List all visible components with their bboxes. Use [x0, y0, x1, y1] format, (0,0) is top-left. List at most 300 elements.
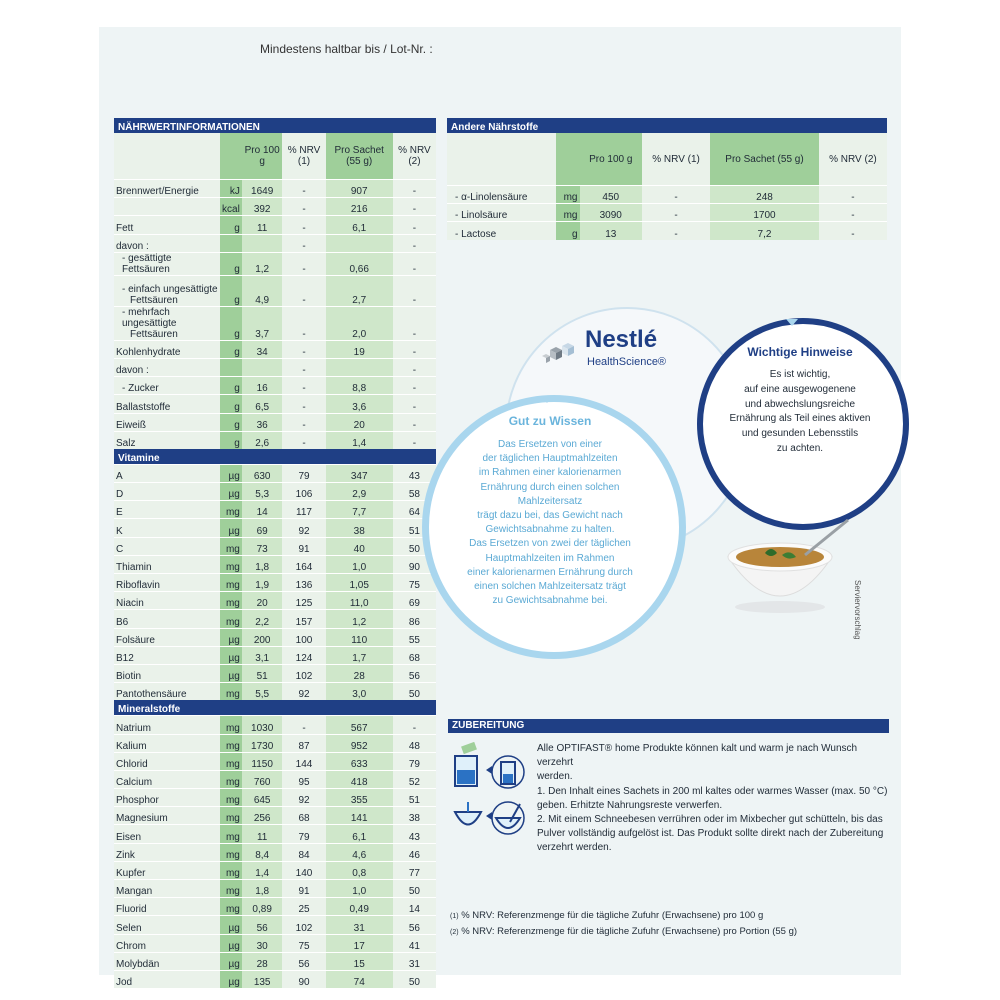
row-label — [114, 574, 220, 592]
row-label-text: davon : — [116, 365, 149, 377]
row-nrv-2: - — [819, 204, 887, 222]
row-nrv-1: - — [282, 431, 325, 449]
row-label — [114, 431, 220, 449]
row-unit: g — [220, 252, 242, 275]
row-pro-100 — [242, 234, 283, 252]
row-label-text: D — [116, 489, 124, 501]
row-pro-100: 760 — [242, 770, 283, 788]
row-nrv-1: 144 — [282, 752, 325, 770]
row-nrv-2: 46 — [393, 843, 436, 861]
table-row — [114, 807, 436, 825]
row-label — [114, 340, 220, 358]
row-label-text: Zink — [116, 849, 135, 861]
hinweise-title: Wichtige Hinweise — [747, 345, 853, 359]
row-nrv-2: 48 — [393, 734, 436, 752]
row-nrv-2: - — [393, 377, 436, 395]
row-label — [114, 555, 220, 573]
row-nrv-2: - — [393, 431, 436, 449]
text-line: verzehrt werden. — [537, 842, 612, 854]
row-label — [114, 770, 220, 788]
row-pro-sachet: 0,49 — [326, 898, 393, 916]
row-nrv-2: - — [393, 358, 436, 376]
row-nrv-1: - — [282, 306, 325, 340]
row-nrv-1: - — [282, 275, 325, 306]
row-unit: mg — [220, 898, 242, 916]
text-line: trägt dazu bei, das Gewicht nach — [477, 510, 623, 522]
row-label-text: Thiamin — [116, 562, 152, 573]
row-unit: µg — [220, 519, 242, 537]
row-label-text: - einfach ungesättigte — [122, 283, 218, 295]
row-pro-100: 1,4 — [242, 861, 283, 879]
row-pro-sachet: 2,7 — [326, 275, 393, 306]
row-label — [114, 198, 220, 216]
section-title: Mineralstoffe — [114, 700, 436, 716]
row-nrv-2: 51 — [393, 789, 436, 807]
row-pro-100: 1,9 — [242, 574, 283, 592]
row-unit: µg — [220, 664, 242, 682]
row-label-text: Selen — [116, 922, 142, 934]
row-label — [114, 843, 220, 861]
row-nrv-2: - — [393, 340, 436, 358]
row-label — [114, 180, 220, 198]
row-label — [114, 952, 220, 970]
row-nrv-2: - — [393, 395, 436, 413]
row-nrv-1: - — [282, 252, 325, 275]
row-nrv-2: 43 — [393, 464, 436, 482]
row-nrv-1: - — [282, 180, 325, 198]
row-pro-sachet: 0,8 — [326, 861, 393, 879]
column-header-row — [447, 133, 887, 186]
table-row — [114, 501, 436, 519]
table-row — [114, 646, 436, 664]
row-pro-100: 2,6 — [242, 431, 283, 449]
row-label — [114, 377, 220, 395]
row-label-text: Natrium — [116, 722, 152, 734]
row-pro-sachet: 355 — [326, 789, 393, 807]
row-unit: µg — [220, 934, 242, 952]
row-label-text: - Lactose — [455, 228, 497, 240]
row-label — [114, 537, 220, 555]
row-pro-sachet: 2,0 — [326, 306, 393, 340]
row-nrv-2: 64 — [393, 501, 436, 519]
table-row — [114, 664, 436, 682]
row-label — [447, 186, 556, 204]
column-header-row — [114, 133, 436, 180]
text-line: Pulver vollständig aufgelöst ist. Das Produkt sollte direkt nach der Zubereitung — [537, 828, 884, 840]
row-unit: g — [220, 395, 242, 413]
row-nrv-2: - — [393, 306, 436, 340]
row-pro-sachet: 28 — [326, 664, 393, 682]
row-pro-100: 28 — [242, 952, 283, 970]
row-unit: µg — [220, 628, 242, 646]
row-nrv-2: 56 — [393, 916, 436, 934]
row-label — [114, 683, 220, 701]
row-pro-100: 69 — [242, 519, 283, 537]
row-nrv-1: 79 — [282, 464, 325, 482]
row-label — [114, 898, 220, 916]
text-line: Ernährung als Teil eines aktiven — [729, 413, 871, 425]
row-pro-100: 8,4 — [242, 843, 283, 861]
row-label — [114, 252, 220, 275]
section-title: Vitamine — [114, 449, 436, 465]
row-nrv-2: 50 — [393, 537, 436, 555]
row-label-text: Kohlenhydrate — [116, 346, 181, 358]
row-pro-100 — [242, 358, 283, 376]
row-unit: µg — [220, 464, 242, 482]
row-nrv-1: - — [282, 340, 325, 358]
row-unit: g — [220, 377, 242, 395]
text-line: einen solchen Mahlzeitersatz trägt — [474, 581, 626, 593]
table-row — [447, 204, 887, 222]
row-pro-100: 5,5 — [242, 683, 283, 701]
table-row — [114, 431, 436, 449]
row-label — [114, 306, 220, 340]
table-row — [114, 734, 436, 752]
table-row — [114, 752, 436, 770]
row-nrv-1: 56 — [282, 952, 325, 970]
row-nrv-1: 140 — [282, 861, 325, 879]
other-nutrients-table — [447, 118, 887, 240]
text-line: Gewichtsabnahme zu halten. — [485, 524, 615, 536]
table-row — [447, 222, 887, 240]
chevron-down-icon — [786, 319, 798, 326]
text-line: Ernährung durch einen solchen Mahlzeitersatz — [480, 481, 620, 507]
row-label — [114, 464, 220, 482]
row-nrv-1: - — [642, 204, 710, 222]
row-pro-sachet: 0,66 — [326, 252, 393, 275]
row-nrv-2: - — [393, 198, 436, 216]
row-label-text: K — [116, 525, 123, 537]
row-pro-sachet: 418 — [326, 770, 393, 788]
row-label-text: C — [116, 543, 124, 555]
row-nrv-2: 69 — [393, 592, 436, 610]
text-line: auf eine ausgewogenene — [744, 383, 856, 395]
row-label-text: A — [116, 471, 123, 483]
hinweise-text — [708, 368, 892, 457]
nutrition-table — [114, 118, 436, 988]
row-pro-100: 1,8 — [242, 880, 283, 898]
row-pro-sachet: 1700 — [710, 204, 819, 222]
row-pro-sachet: 31 — [326, 916, 393, 934]
row-pro-sachet: 3,0 — [326, 683, 393, 701]
row-label — [114, 501, 220, 519]
table-row — [114, 683, 436, 701]
zubereitung-header: ZUBEREITUNG — [448, 719, 889, 733]
row-unit: mg — [220, 843, 242, 861]
row-nrv-1: 25 — [282, 898, 325, 916]
row-nrv-1: 92 — [282, 789, 325, 807]
row-nrv-2: 14 — [393, 898, 436, 916]
row-nrv-2: 75 — [393, 574, 436, 592]
table-row — [114, 519, 436, 537]
row-nrv-1: 92 — [282, 519, 325, 537]
row-label-text: Eisen — [116, 831, 142, 843]
row-pro-100: 2,2 — [242, 610, 283, 628]
row-pro-sachet: 15 — [326, 952, 393, 970]
preparation-steps-icon — [450, 742, 532, 852]
row-label-text: E — [116, 507, 123, 519]
row-label — [114, 628, 220, 646]
row-label — [447, 204, 556, 222]
header-pro-100: Pro 100 g — [242, 133, 283, 180]
row-unit: mg — [220, 789, 242, 807]
row-nrv-2: 50 — [393, 683, 436, 701]
row-pro-sachet: 7,2 — [710, 222, 819, 240]
header-pro-sachet: Pro Sachet (55 g) — [710, 133, 819, 186]
row-pro-sachet: 6,1 — [326, 216, 393, 234]
row-label — [114, 592, 220, 610]
header-pro-100: Pro 100 g — [580, 133, 643, 186]
row-nrv-1: - — [282, 216, 325, 234]
row-nrv-1: - — [282, 358, 325, 376]
row-nrv-2: 38 — [393, 807, 436, 825]
table-row — [114, 252, 436, 275]
row-nrv-1: 79 — [282, 825, 325, 843]
row-unit: µg — [220, 952, 242, 970]
row-pro-100: 14 — [242, 501, 283, 519]
row-label — [114, 807, 220, 825]
row-nrv-1: 92 — [282, 683, 325, 701]
table-row — [114, 413, 436, 431]
row-nrv-1: - — [282, 234, 325, 252]
row-pro-100: 1649 — [242, 180, 283, 198]
table-row — [114, 537, 436, 555]
row-label — [114, 358, 220, 376]
text-line: im Rahmen einer kalorienarmen — [478, 467, 622, 479]
row-nrv-1: - — [642, 222, 710, 240]
row-nrv-2: 52 — [393, 770, 436, 788]
row-nrv-1: 68 — [282, 807, 325, 825]
row-nrv-1: 157 — [282, 610, 325, 628]
row-nrv-1: 91 — [282, 880, 325, 898]
row-pro-100: 645 — [242, 789, 283, 807]
row-nrv-2: 31 — [393, 952, 436, 970]
row-pro-100: 3,7 — [242, 306, 283, 340]
text-line: Das Ersetzen von einer — [498, 439, 602, 450]
text-line: 2. Mit einem Schneebesen verrühren oder im Mixbecher gut schütteln, bis das — [537, 814, 883, 826]
row-nrv-2: 90 — [393, 555, 436, 573]
table-row — [114, 916, 436, 934]
text-line: zu achten. — [776, 442, 824, 454]
table-row — [114, 574, 436, 592]
footnote-1: (1) % NRV: Referenzmenge für die tägliche Zufuhr (Erwachsene) pro 100 g — [450, 910, 764, 921]
row-label — [114, 934, 220, 952]
row-pro-sachet: 1,7 — [326, 646, 393, 664]
table-row — [114, 880, 436, 898]
row-pro-sachet: 907 — [326, 180, 393, 198]
chevron-down-icon — [541, 396, 553, 403]
row-pro-sachet: 141 — [326, 807, 393, 825]
table-row — [114, 628, 436, 646]
row-pro-sachet: 17 — [326, 934, 393, 952]
table-row — [114, 861, 436, 879]
header-nrv-2: % NRV (2) — [393, 133, 436, 180]
row-nrv-2: 86 — [393, 610, 436, 628]
row-label-text-2: Fettsäuren — [130, 328, 178, 340]
row-unit: mg — [220, 574, 242, 592]
table-row — [114, 789, 436, 807]
row-pro-100: 1150 — [242, 752, 283, 770]
row-label-text: Niacin — [116, 598, 144, 610]
table-row — [114, 395, 436, 413]
row-label — [114, 395, 220, 413]
table-row — [114, 275, 436, 306]
row-unit: µg — [220, 970, 242, 988]
row-nrv-2: 50 — [393, 880, 436, 898]
header-blank — [447, 133, 556, 186]
row-pro-100: 6,5 — [242, 395, 283, 413]
row-pro-sachet: 4,6 — [326, 843, 393, 861]
text-line: Das Ersetzen von zwei der täglichen — [469, 538, 631, 550]
row-unit: mg — [220, 752, 242, 770]
row-nrv-2: - — [393, 716, 436, 734]
row-label — [114, 716, 220, 734]
row-nrv-1: 84 — [282, 843, 325, 861]
table-row — [114, 934, 436, 952]
row-label — [114, 861, 220, 879]
header-pro-sachet: Pro Sachet (55 g) — [326, 133, 393, 180]
row-label-text: - gesättigte Fettsäuren — [122, 252, 172, 275]
row-unit: mg — [220, 592, 242, 610]
row-label-text: Riboflavin — [116, 580, 160, 592]
row-pro-100: 36 — [242, 413, 283, 431]
text-line: geben. Erhitzte Nahrungsreste verwerfen. — [537, 799, 723, 811]
row-label — [114, 752, 220, 770]
row-pro-sachet: 40 — [326, 537, 393, 555]
table-row — [114, 234, 436, 252]
row-pro-sachet: 216 — [326, 198, 393, 216]
row-pro-100: 1,2 — [242, 252, 283, 275]
row-nrv-1: 90 — [282, 970, 325, 988]
row-label-text: - α-Linolensäure — [455, 192, 528, 204]
row-nrv-1: 87 — [282, 734, 325, 752]
row-pro-sachet: 633 — [326, 752, 393, 770]
row-nrv-2: - — [393, 413, 436, 431]
row-label-text: Pantothensäure — [116, 689, 187, 701]
row-unit: g — [220, 275, 242, 306]
gut-zu-wissen-text — [452, 438, 648, 608]
row-label-text: Magnesium — [116, 813, 168, 825]
row-unit — [220, 234, 242, 252]
other-nutrients-section-header — [447, 118, 887, 133]
row-pro-100: 1030 — [242, 716, 283, 734]
row-pro-100: 13 — [580, 222, 643, 240]
row-label-text: Kalium — [116, 740, 147, 752]
row-pro-sachet: 3,6 — [326, 395, 393, 413]
row-nrv-2: 79 — [393, 752, 436, 770]
header-unit — [556, 133, 580, 186]
row-pro-100: 73 — [242, 537, 283, 555]
row-label-text: Eiweiß — [116, 419, 147, 431]
row-label-text: Fluorid — [116, 904, 147, 916]
row-label-text: Ballaststoffe — [116, 401, 171, 413]
row-nrv-1: 102 — [282, 664, 325, 682]
vitamins-section-header — [114, 449, 436, 465]
row-label — [114, 789, 220, 807]
row-unit: g — [220, 340, 242, 358]
row-label — [114, 880, 220, 898]
row-unit: mg — [556, 204, 580, 222]
row-pro-sachet: 19 — [326, 340, 393, 358]
row-nrv-1: 91 — [282, 537, 325, 555]
row-label-text: Molybdän — [116, 958, 160, 970]
row-nrv-1: 75 — [282, 934, 325, 952]
row-label-text: - mehrfach ungesättigte — [122, 306, 177, 329]
table-row — [114, 825, 436, 843]
header-blank — [114, 133, 220, 180]
table-row — [114, 464, 436, 482]
row-pro-100: 392 — [242, 198, 283, 216]
brand-sub: HealthScience® — [587, 356, 667, 368]
row-nrv-1: - — [282, 198, 325, 216]
header-nrv-1: % NRV (1) — [282, 133, 325, 180]
row-pro-100: 11 — [242, 216, 283, 234]
row-nrv-1: 125 — [282, 592, 325, 610]
row-pro-sachet: 20 — [326, 413, 393, 431]
row-nrv-2: - — [393, 180, 436, 198]
section-title: NÄHRWERTINFORMATIONEN — [114, 118, 436, 133]
row-unit: g — [220, 216, 242, 234]
brand-name: Nestlé — [585, 326, 658, 353]
table-row — [114, 970, 436, 988]
row-nrv-1: 106 — [282, 483, 325, 501]
row-label — [114, 610, 220, 628]
row-pro-sachet: 1,4 — [326, 431, 393, 449]
table-row — [114, 952, 436, 970]
row-label — [114, 825, 220, 843]
row-pro-sachet — [326, 358, 393, 376]
row-label-text: Brennwert/Energie — [116, 186, 199, 198]
row-pro-100: 5,3 — [242, 483, 283, 501]
row-pro-100: 56 — [242, 916, 283, 934]
row-nrv-2: 56 — [393, 664, 436, 682]
lot-label: Mindestens haltbar bis / Lot-Nr. : — [260, 42, 433, 56]
row-pro-sachet: 1,05 — [326, 574, 393, 592]
row-label-text: Fett — [116, 222, 134, 234]
row-unit: mg — [556, 186, 580, 204]
row-label-text: Jod — [116, 977, 133, 989]
nestle-nest-icon — [540, 328, 586, 368]
text-line: der täglichen Hauptmahlzeiten — [482, 453, 618, 465]
row-label-text: Calcium — [116, 777, 153, 789]
row-pro-sachet: 567 — [326, 716, 393, 734]
row-unit: kJ — [220, 180, 242, 198]
header-nrv-1: % NRV (1) — [642, 133, 710, 186]
row-nrv-1: 117 — [282, 501, 325, 519]
row-pro-100: 16 — [242, 377, 283, 395]
row-nrv-2: 51 — [393, 519, 436, 537]
row-unit — [220, 358, 242, 376]
row-label-text: B6 — [116, 616, 129, 628]
row-pro-100: 450 — [580, 186, 643, 204]
table-row — [114, 180, 436, 198]
row-pro-sachet: 1,0 — [326, 880, 393, 898]
gut-zu-wissen-title: Gut zu Wissen — [508, 414, 592, 428]
zubereitung-text — [537, 742, 892, 856]
text-line: werden. — [537, 771, 573, 783]
row-label-text: B12 — [116, 652, 134, 664]
row-nrv-2: 50 — [393, 970, 436, 988]
row-unit: mg — [220, 610, 242, 628]
row-label — [114, 275, 220, 306]
row-label — [114, 970, 220, 988]
row-nrv-2: 68 — [393, 646, 436, 664]
row-pro-sachet: 952 — [326, 734, 393, 752]
row-label — [114, 483, 220, 501]
row-label — [114, 234, 220, 252]
row-nrv-1: 124 — [282, 646, 325, 664]
table-row — [114, 770, 436, 788]
